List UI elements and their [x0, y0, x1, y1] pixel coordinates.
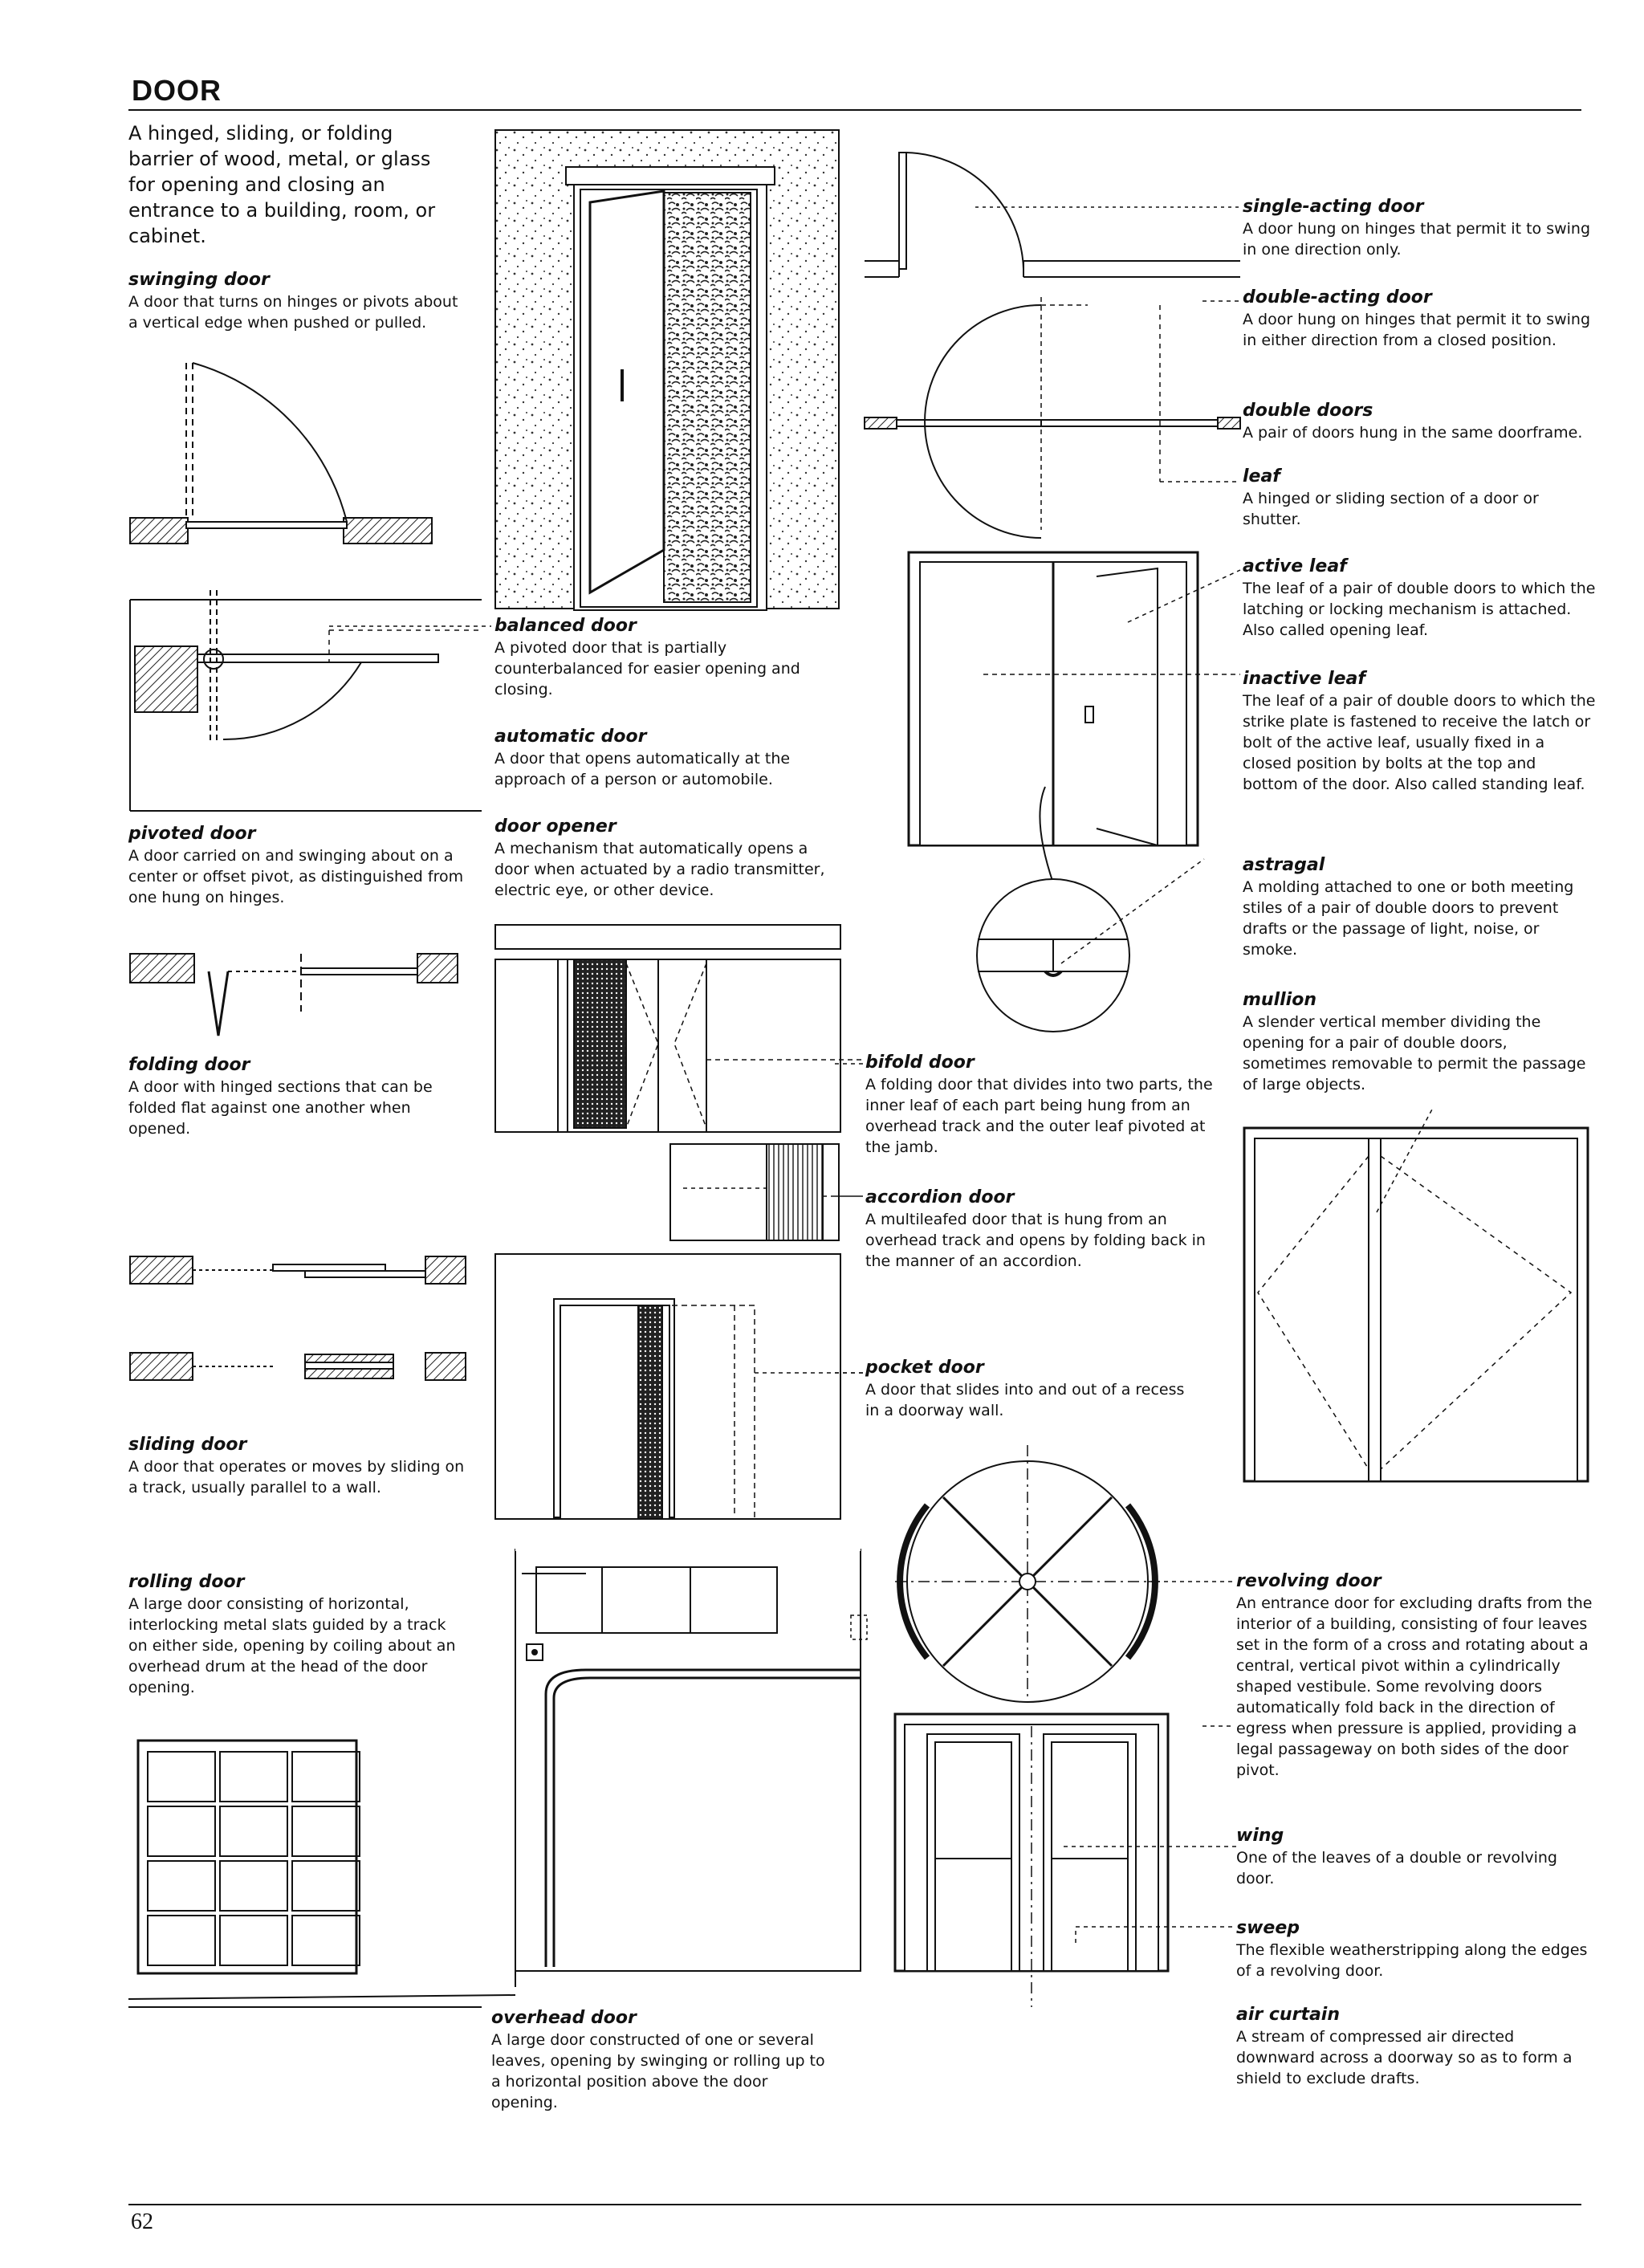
- term: automatic door: [494, 727, 647, 747]
- term: sliding door: [128, 1435, 247, 1455]
- definition: A door hung on hinges that permit it to swing in one direction only.: [1243, 220, 1591, 259]
- definition: A door with hinged sections that can be folded flat against one another when opened.: [128, 1078, 433, 1138]
- term: wing: [1236, 1826, 1284, 1846]
- definition: A large door consisting of horizontal, interlocking metal slats guided by a track on either side, opening by coiling about an overhead drum at the head of the door opening.: [128, 1595, 456, 1696]
- definition: One of the leaves of a double or revolving door.: [1236, 1849, 1557, 1887]
- definition: A door hung on hinges that permit it to swing in either direction from a closed position.: [1243, 311, 1591, 349]
- definition: A hinged or sliding section of a door or shutter.: [1243, 490, 1539, 528]
- intro-text: A hinged, sliding, or folding barrier of wood, metal, or glass for opening and closing an entrance to a building, room, or cabinet.: [128, 122, 436, 247]
- term: rolling door: [128, 1572, 245, 1592]
- definition: A door that operates or moves by sliding on a track, usually parallel to a wall.: [128, 1458, 465, 1496]
- term: overhead door: [491, 2008, 637, 2028]
- definition: A door that slides into and out of a recess in a doorway wall.: [865, 1381, 1185, 1419]
- term: double-acting door: [1243, 287, 1432, 307]
- term: folding door: [128, 1055, 250, 1075]
- definition: A pair of doors hung in the same doorframe.: [1243, 424, 1583, 442]
- term: pocket door: [865, 1358, 984, 1378]
- definition: A pivoted door that is partially counterbalanced for easier opening and closing.: [494, 639, 800, 698]
- term: balanced door: [494, 616, 637, 636]
- definition: A door that opens automatically at the approach of a person or automobile.: [494, 750, 791, 788]
- term: sweep: [1236, 1918, 1300, 1938]
- definition: A large door constructed of one or several leaves, opening by swinging or rolling up to a horizontal position above the door opening.: [491, 2031, 825, 2111]
- term: double doors: [1243, 401, 1373, 421]
- term: single-acting door: [1243, 197, 1424, 217]
- term: air curtain: [1236, 2005, 1341, 2025]
- footer-rule: [128, 2204, 1581, 2205]
- term: astragal: [1243, 855, 1325, 875]
- definition: The flexible weatherstripping along the edges of a revolving door.: [1236, 1941, 1588, 1980]
- term: bifold door: [865, 1053, 975, 1073]
- definition: A door that turns on hinges or pivots about a vertical edge when pushed or pulled.: [128, 293, 458, 332]
- term: inactive leaf: [1243, 669, 1365, 689]
- term: pivoted door: [128, 824, 256, 844]
- definition: A door carried on and swinging about on a center or offset pivot, as distinguished from one hung on hinges.: [128, 847, 464, 906]
- page-number: 62: [131, 2209, 153, 2234]
- term: active leaf: [1243, 556, 1347, 576]
- definition: A slender vertical member dividing the opening for a pair of double doors, sometimes removable to permit the passage of large objects.: [1243, 1013, 1586, 1093]
- definition: The leaf of a pair of double doors to which the strike plate is fastened to receive the latch or bolt of the active leaf, usually fixed in a closed position by bolts at the top and bottom of the door. Also called standing leaf.: [1243, 692, 1596, 793]
- definition: A multileafed door that is hung from an overhead track and opens by folding back in the manner of an accordion.: [865, 1211, 1206, 1270]
- term: door opener: [494, 816, 616, 837]
- definition: A stream of compressed air directed downward across a doorway so as to form a shield to exclude drafts.: [1236, 2028, 1573, 2087]
- definition: A folding door that divides into two parts, the inner leaf of each part being hung from an overhead track and the outer leaf pivoted at the jamb.: [865, 1076, 1213, 1156]
- definition: A molding attached to one or both meeting stiles of a pair of double doors to prevent drafts or the passage of light, noise, or smoke.: [1243, 878, 1574, 959]
- term: swinging door: [128, 270, 270, 290]
- definition: An entrance door for excluding drafts from the interior of a building, consisting of four leaves set in the form of a cross and rotating about a central, vertical pivot within a cylindrically shaped vestibule. Some revolving doors automatically fold back in the direction of egress when pressure is applied, providing a legal passageway on both sides of the door pivot.: [1236, 1594, 1593, 1779]
- term: revolving door: [1236, 1571, 1382, 1591]
- definition: A mechanism that automatically opens a door when actuated by a radio transmitter, electric eye, or other device.: [494, 840, 825, 899]
- term: leaf: [1243, 466, 1280, 487]
- page-title: DOOR: [132, 74, 222, 107]
- term: mullion: [1243, 990, 1316, 1010]
- definition: The leaf of a pair of double doors to which the latching or locking mechanism is attached. Also called opening leaf.: [1243, 580, 1596, 639]
- term: accordion door: [865, 1187, 1015, 1207]
